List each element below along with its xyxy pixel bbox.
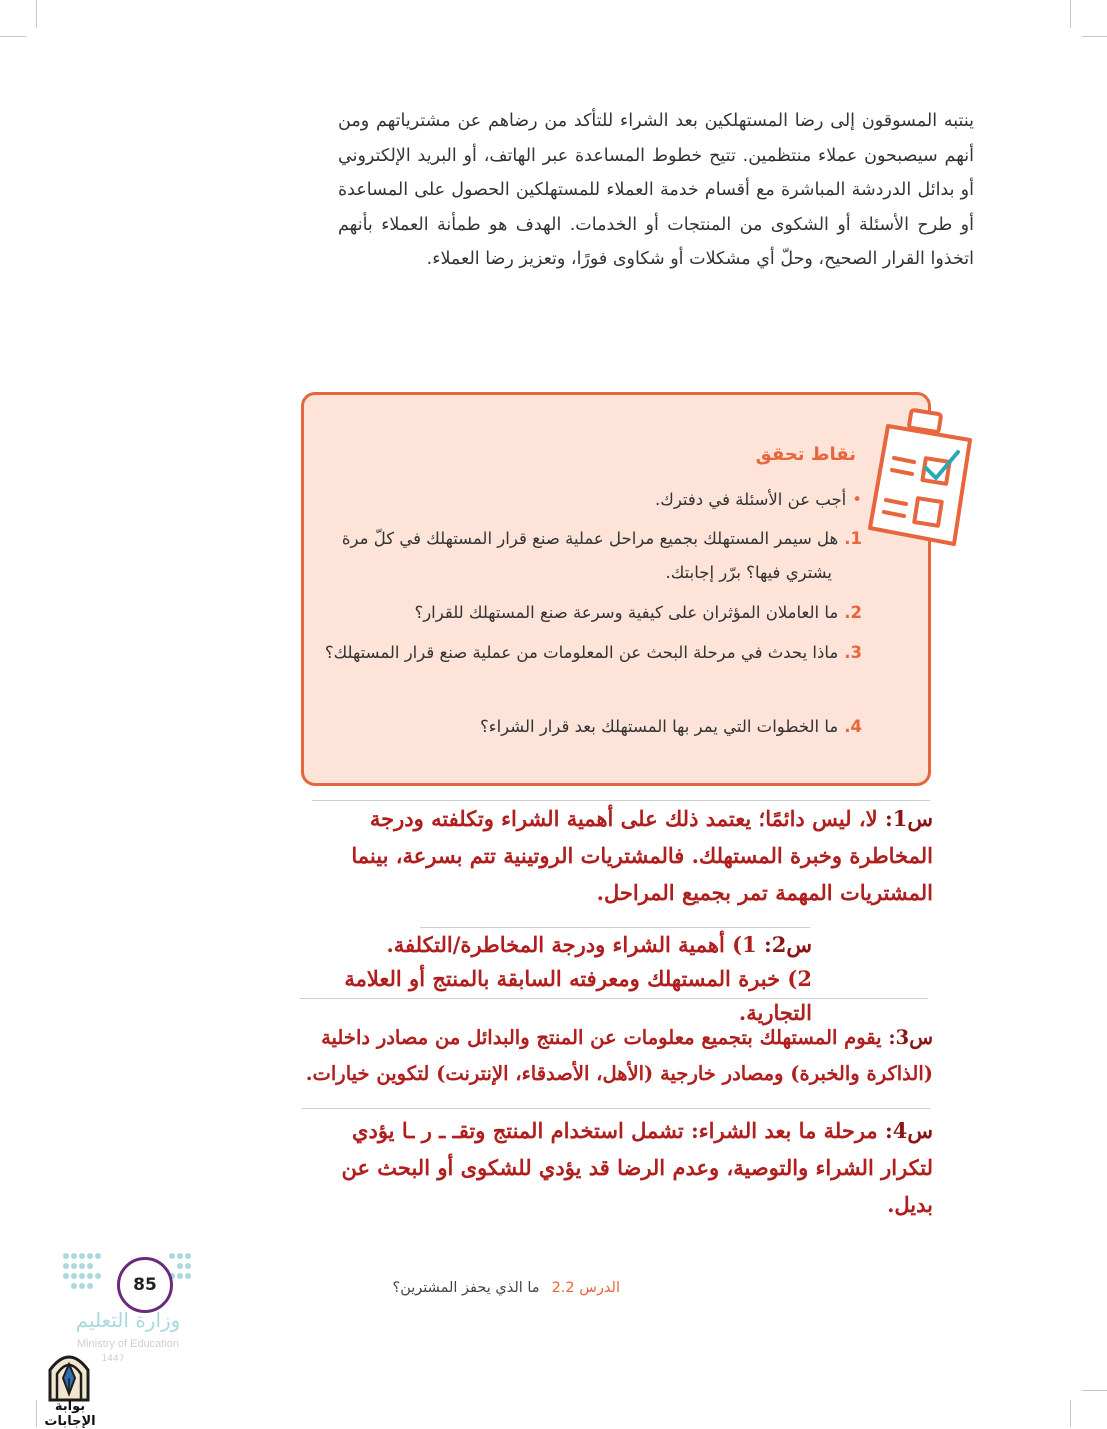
answer-text: مرحلة ما بعد الشراء: تشمل استخدام المنتج وتقـ ـ ر ـا يؤدي لتكرار الشراء والتوصية، وعدم الرضا قد يؤدي للشكوى أو البحث عن بديل. [341,1118,933,1217]
question-number: 1. [844,529,862,548]
ministry-name-arabic: وزارة التعليم [75,1308,181,1332]
ministry-year: 1447 [101,1354,125,1364]
answer-2 [300,928,812,962]
instruction-text: أجب عن الأسئلة في دفترك. [654,490,847,509]
question-number: 4. [844,717,862,736]
ministry-name-english: Ministry of Education [76,1338,180,1350]
bullet-icon: • [852,490,862,509]
ministry-dots-right-icon [166,1252,224,1292]
answer-label: س4: [884,1118,933,1143]
answer-text: لا، ليس دائمًا؛ يعتمد ذلك على أهمية الشراء وتكلفته ودرجة المخاطرة وخبرة المستهلك. فالمشتريات الروتينية تتم بسرعة، بينما المشتريات المهمة تمر بجميع المراحل. [351,806,933,905]
ministry-dots-left-icon [62,1252,120,1292]
answer-2-line-2: 2) خبرة المستهلك ومعرفته السابقة بالمنتج أو العلامة التجارية. [344,966,812,1025]
answer-label: س3: [888,1026,933,1049]
divider [300,998,928,999]
answer-3 [298,1020,933,1092]
answer-1 [338,800,933,911]
question-text: هل سيمر المستهلك بجميع مراحل عملية صنع قرار المستهلك في كلّ مرة يشتري فيها؟ برّر إجابتك. [341,529,839,582]
footer-lesson [330,1280,620,1296]
question-text: ما الخطوات التي يمر بها المستهلك بعد قرار الشراء؟ [480,717,839,736]
page-number: 85 [117,1257,173,1313]
answer-label: س2: [763,932,812,957]
gate-pen-icon [46,1348,92,1402]
watermark-text: بوابة الإجابات [44,1399,96,1429]
answer-line: 1) أهمية الشراء ودرجة المخاطرة/التكلفة. [386,932,757,957]
answer-text: يقوم المستهلك بتجميع معلومات عن المنتج والبدائل من مصادر داخلية (الذاكرة والخبرة) ومصادر خارجية (الأهل، الأصدقاء، الإنترنت) لتكوين خيارات. [305,1026,933,1085]
answer-4 [300,1112,933,1223]
checkpoints-instruction [500,490,862,509]
lesson-number: الدرس 2.2 [551,1280,620,1296]
lesson-title: ما الذي يحفز المشترين؟ [392,1280,540,1296]
checkpoints-title: نقاط تحقق [755,444,856,465]
question-number: 3. [844,643,862,662]
question-text: ما العاملان المؤثران على كيفية وسرعة صنع المستهلك للقرار؟ [414,603,839,622]
question-1 [322,522,862,590]
question-2 [322,596,862,630]
answer-label: س1: [884,806,933,831]
question-3 [322,636,862,670]
divider [302,1108,930,1109]
question-number: 2. [844,603,862,622]
intro-paragraph: ينتبه المسوقون إلى رضا المستهلكين بعد الشراء للتأكد من رضاهم عن مشترياتهم ومن أنهم سيصبحون عملاء منتظمين. تتيح خطوط المساعدة عبر الهاتف، أو البريد الإلكتروني أو بدائل الدردشة المباشرة مع أقسام خدمة العملاء للمستهلكين الحصول على المساعدة أو طرح الأسئلة أو الشكوى من المنتجات أو الخدمات. الهدف هو طمأنة العملاء بأنهم اتخذوا القرار الصحيح، وحلّ أي مشكلات أو شكاوى فورًا، وتعزيز رضا العملاء. [338,111,974,269]
clipboard-checklist-icon [866,408,976,548]
question-text: ماذا يحدث في مرحلة البحث عن المعلومات من عملية صنع قرار المستهلك؟ [324,643,839,662]
question-4 [322,710,862,744]
